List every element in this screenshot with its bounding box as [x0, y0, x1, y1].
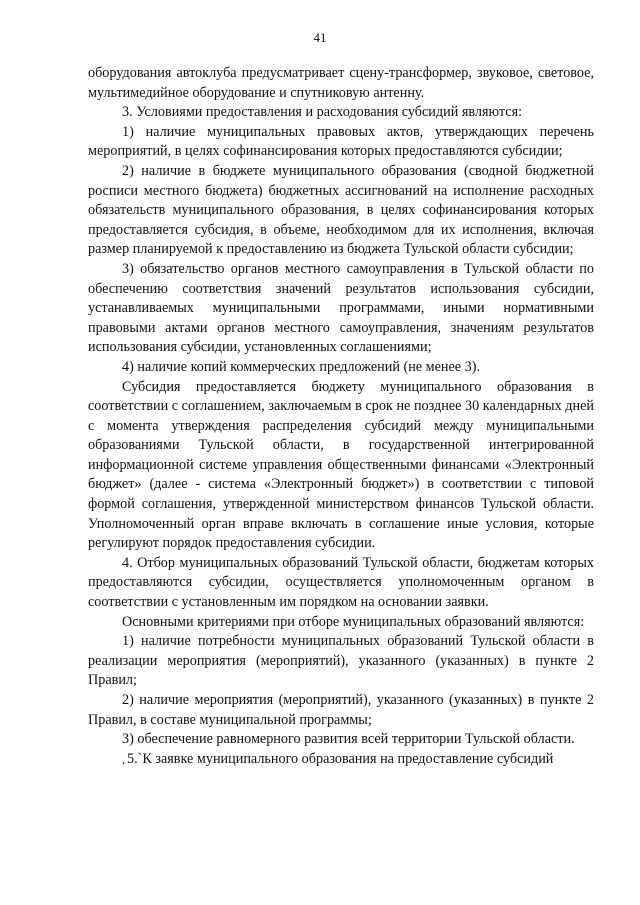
paragraph-6: 4) наличие копий коммерческих предложений (не менее 3). — [122, 358, 481, 375]
paragraph-3: 1) наличие муниципальных правовых актов, утверждающих перечень мероприятий, в целях софинансирования которых предоставляются субсидии; — [88, 123, 594, 160]
paragraph-1: оборудования автоклуба предусматривает сцену-трансформер, звуковое, световое, мультимедийное оборудование и спутниковую антенну. — [88, 65, 594, 101]
document-body — [88, 64, 594, 769]
paragraph-12: 3) обеспечение равномерного развития всей территории Тульской области. — [122, 731, 575, 748]
paragraph-10: 1) наличие потребности муниципальных образований Тульской области в реализации мероприятия (мероприятий), указанного (указанных) в пункте 2 Правил; — [88, 633, 594, 689]
stray-mark: , — [122, 751, 125, 766]
paragraph-8: 4. Отбор муниципальных образований Тульской области, бюджетам которых предоставляются субсидии, осуществляется уполномоченным органом в соответствии с установленным им порядком на основании заявки. — [88, 554, 594, 611]
paragraph-13-text: 5.`К заявке муниципального образования на предоставление субсидий — [127, 750, 554, 767]
paragraph-7: Субсидия предоставляется бюджету муниципального образования в соответствии с соглашением, заключаемым в срок не позднее 30 календарных дней с момента утверждения распределения субсидий между муниципальными образованиями Тульской области, в государственной интегрированной информационной системе управления общественными финансами «Электронный бюджет» (далее - система «Электронный бюджет») в соответствии с типовой формой соглашения, утвержденной министерством финансов Тульской области. Уполномоченный орган вправе включать в соглашение иные условия, которые регулируют порядок предоставления субсидии. — [88, 378, 594, 552]
paragraph-2: 3. Условиями предоставления и расходования субсидий являются: — [122, 104, 523, 121]
page-number: 41 — [313, 30, 327, 45]
paragraph-13 — [88, 750, 594, 770]
paragraph-11: 2) наличие мероприятия (мероприятий), указанного (указанных) в пункте 2 Правил, в составе муниципальной программы; — [88, 692, 594, 728]
paragraph-9: Основными критериями при отборе муниципальных образований являются: — [122, 613, 585, 630]
paragraph-4: 2) наличие в бюджете муниципального образования (сводной бюджетной росписи местного бюджета) бюджетных ассигнований на исполнение расходных обязательств муниципального образования, в целях софинансирования которых предоставляется субсидия, в объеме, необходимом для их исполнения, включая размер планируемой к предоставлению из бюджета Тульской области субсидии; — [88, 162, 594, 258]
paragraph-5: 3) обязательство органов местного самоуправления в Тульской области по обеспечению соответствия значений результатов использования субсидии, устанавливаемых муниципальными программами, иными нормативными правовыми актами органов местного самоуправления, значениям результатов использования субсидии, установленных соглашениями; — [88, 260, 594, 356]
